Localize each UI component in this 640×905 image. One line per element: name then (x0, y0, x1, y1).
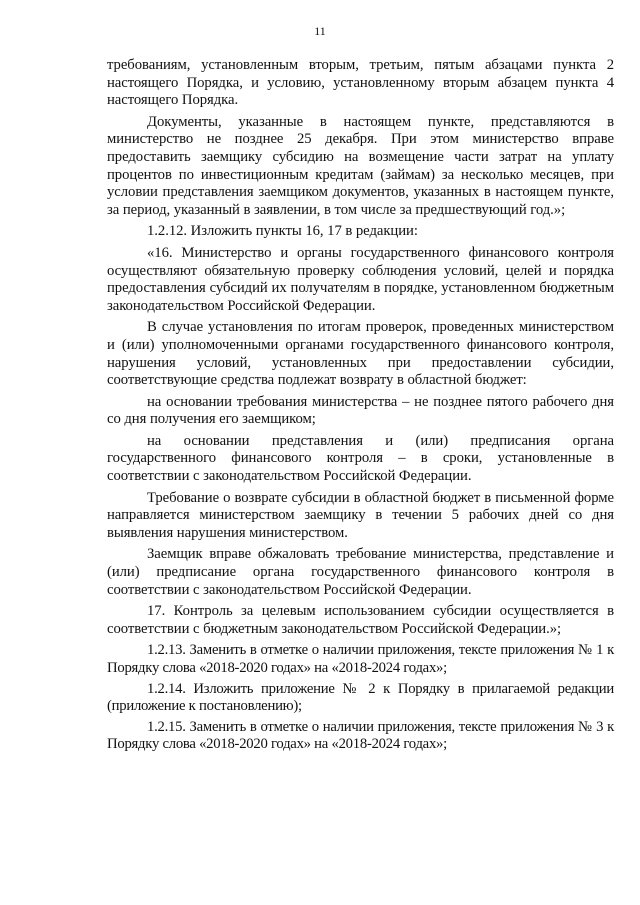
paragraph-ministry-requirement: на основании требования министерства – не позднее пятого рабочего дня со дня получения его заемщиком; (107, 393, 614, 428)
paragraph-1-2-12: 1.2.12. Изложить пункты 16, 17 в редакции: (147, 223, 418, 240)
paragraph-1-2-15: 1.2.15. Заменить в отметке о наличии приложения, тексте приложения № 3 к Порядку слова «2018-2020 годах» на «2018-2024 годах»; (107, 718, 614, 753)
paragraph-violation-case: В случае установления по итогам проверок, проведенных министерством и (или) уполномоченными органами государственного финансового контроля, нарушения условий, установленных при предоставлении субсидии, соответствующие средства подлежат возврату в областной бюджет: (107, 319, 614, 389)
paragraph-point-16: «16. Министерство и органы государственного финансового контроля осуществляют обязательную проверку соблюдения условий, целей и порядка предоставления субсидий их получателям в порядке, установленном бюджетным законодательством Российской Федерации. (107, 244, 614, 314)
paragraph-appeal: Заемщик вправе обжаловать требование министерства, представление и (или) предписание органа государственного финансового контроля в соответствии с законодательством Российской Федерации. (107, 546, 614, 598)
paragraph-documents: Документы, указанные в настоящем пункте, представляются в министерство не позднее 25 декабря. При этом министерство вправе предоставить заемщику субсидию на возмещение части затрат на уплату процентов по инвестиционным кредитам (займам) за несколько месяцев, при условии представления заемщиком документов, указанных в настоящем пункте, за период, указанный в заявлении, в том числе за предшествующий год.»; (107, 113, 614, 218)
paragraph-written-requirement: Требование о возврате субсидии в областной бюджет в письменной форме направляется министерством заемщику в течении 5 рабочих дней со дня выявления нарушения министерством. (107, 489, 614, 541)
document-body (107, 57, 614, 757)
page-number: 11 (314, 24, 326, 38)
paragraph-1-2-14: 1.2.14. Изложить приложение № 2 к Порядку в прилагаемой редакции (приложение к постановлению); (107, 680, 614, 715)
paragraph-point-17: 17. Контроль за целевым использованием субсидии осуществляется в соответствии с бюджетным законодательством Российской Федерации.»; (107, 603, 614, 637)
paragraph-1-2-13: 1.2.13. Заменить в отметке о наличии приложения, тексте приложения № 1 к Порядку слова «2018-2020 годах» на «2018-2024 годах»; (107, 642, 614, 676)
paragraph-continuation: требованиям, установленным вторым, третьим, пятым абзацами пункта 2 настоящего Порядка, и условию, установленному вторым абзацем пункта 4 настоящего Порядка. (107, 57, 614, 109)
paragraph-financial-control: на основании представления и (или) предписания органа государственного финансового контроля – в сроки, установленные в соответствии с законодательством Российской Федерации. (107, 432, 614, 485)
